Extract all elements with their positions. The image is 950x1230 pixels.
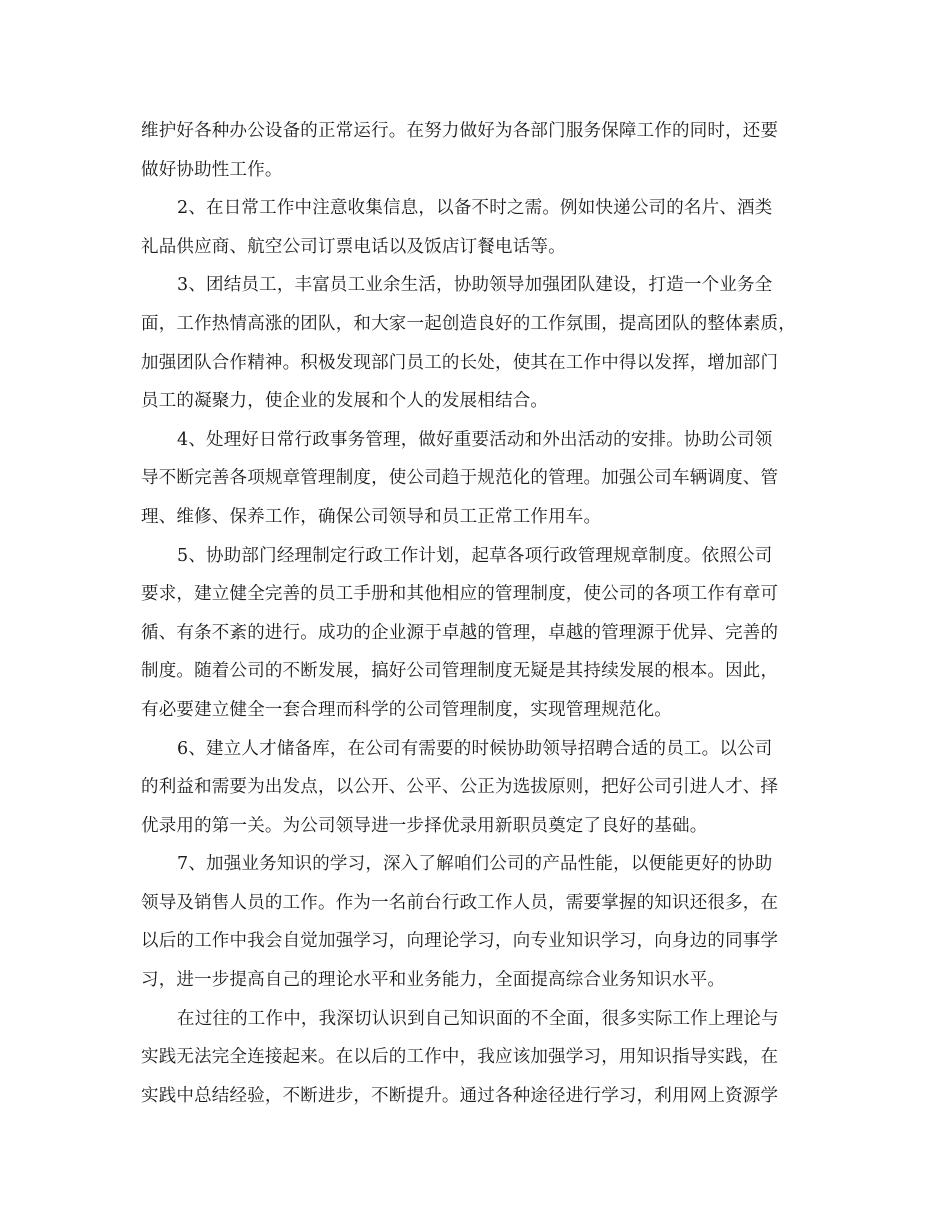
paragraph-start-line: 6、建立人才储备库，在公司有需要的时候协助领导招聘合适的员工。以公司 [177, 738, 773, 759]
paragraph-start-line: 3、团结员工，丰富员工业余生活，协助领导加强团队建设，打造一个业务全 [177, 275, 773, 296]
text-line: 制度。随着公司的不断发展，搞好公司管理制度无疑是其持续发展的根本。因此， [141, 661, 779, 682]
text-line: 实践中总结经验，不断进步，不断提升。通过各种途径进行学习，利用网上资源学 [141, 1085, 779, 1106]
text-line: 优录用的第一关。为公司领导进一步择优录用新职员奠定了良好的基础。 [141, 815, 708, 836]
text-line: 实践无法完全连接起来。在以后的工作中，我应该加强学习，用知识指导实践，在 [141, 1047, 779, 1068]
text-line: 有必要建立健全一套合理而科学的公司管理制度，实现管理规范化。 [141, 699, 672, 720]
paragraph-start-line: 7、加强业务知识的学习，深入了解咱们公司的产品性能，以便能更好的协助 [177, 854, 773, 875]
text-line: 的利益和需要为出发点，以公开、公平、公正为选拔原则，把好公司引进人才、择 [141, 777, 779, 798]
text-line: 员工的凝聚力，使企业的发展和个人的发展相结合。 [141, 391, 549, 412]
text-line: 维护好各种办公设备的正常运行。在努力做好为各部门服务保障工作的同时，还要 [141, 121, 779, 141]
text-line: 做好协助性工作。 [141, 159, 283, 180]
paragraph-start-line: 5、协助部门经理制定行政工作计划，起草各项行政管理规章制度。依照公司 [177, 545, 773, 566]
text-line: 导不断完善各项规章管理制度，使公司趋于规范化的管理。加强公司车辆调度、管 [141, 468, 779, 489]
paragraph-start-line: 2、在日常工作中注意收集信息，以备不时之需。例如快递公司的名片、酒类 [177, 198, 773, 219]
text-line: 领导及销售人员的工作。作为一名前台行政工作人员，需要掌握的知识还很多，在 [141, 892, 779, 913]
text-line: 礼品供应商、航空公司订票电话以及饭店订餐电话等。 [141, 236, 566, 257]
paragraph-start-line: 在过往的工作中，我深切认识到自己知识面的不全面，很多实际工作上理论与 [177, 1008, 779, 1029]
text-line: 习，进一步提高自己的理论水平和业务能力，全面提高综合业务知识水平。 [141, 970, 726, 991]
text-line: 加强团队合作精神。积极发现部门员工的长处，使其在工作中得以发挥，增加部门 [141, 352, 779, 373]
text-line: 循、有条不紊的进行。成功的企业源于卓越的管理，卓越的管理源于优异、完善的 [141, 622, 779, 643]
text-line: 面，工作热情高涨的团队，和大家一起创造良好的工作氛围，提高团队的整体素质， [141, 313, 796, 334]
paragraph-start-line: 4、处理好日常行政事务管理，做好重要活动和外出活动的安排。协助公司领 [177, 429, 773, 450]
text-line: 理、维修、保养工作，确保公司领导和员工正常工作用车。 [141, 506, 602, 527]
text-line: 以后的工作中我会自觉加强学习，向理论学习，向专业知识学习，向身边的同事学 [141, 931, 779, 952]
document-body [141, 112, 826, 1115]
text-line: 要求，建立健全完善的员工手册和其他相应的管理制度，使公司的各项工作有章可 [141, 584, 779, 605]
